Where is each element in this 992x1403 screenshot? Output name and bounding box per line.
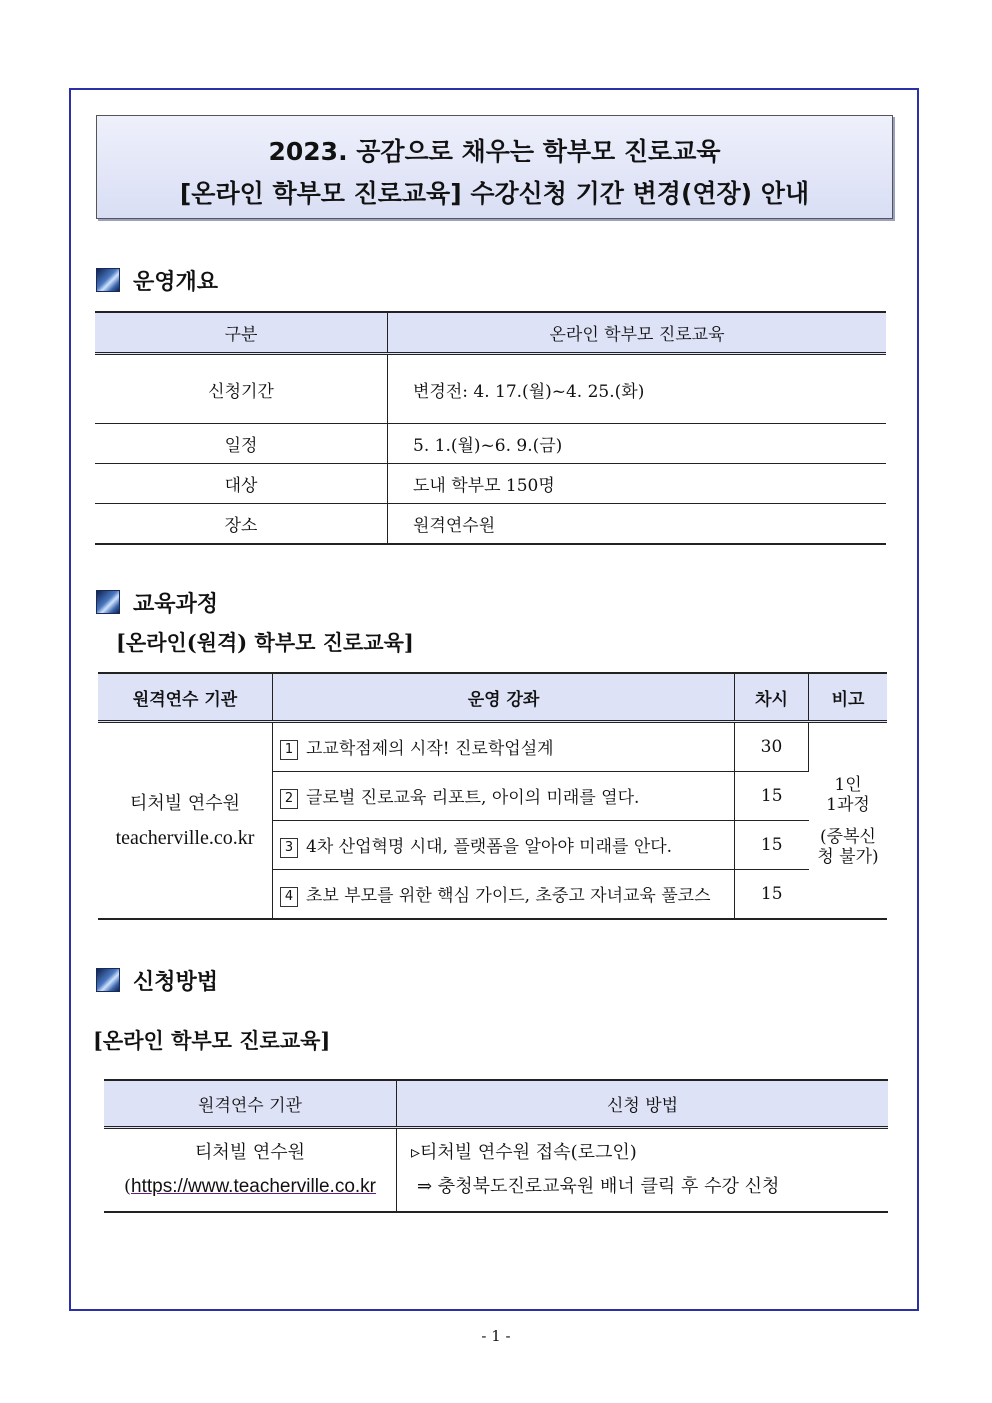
institution-cell: [98, 722, 273, 920]
sessions-cell: 30: [735, 722, 809, 772]
note-line: (중복신: [820, 826, 876, 847]
sessions-cell: 15: [735, 870, 809, 920]
course-cell: [273, 772, 735, 821]
method-step: ▹티처빌 연수원 접속(로그인): [411, 1142, 637, 1163]
table-header-row: [104, 1080, 888, 1128]
sessions-cell: 15: [735, 821, 809, 870]
curriculum-subheading: [온라인(원격) 학부모 진로교육]: [116, 630, 414, 655]
course-number: 2: [280, 789, 298, 809]
section-heading-overview: [96, 265, 218, 295]
course-number: 3: [280, 838, 298, 858]
table-row: [95, 504, 886, 545]
curriculum-table: [98, 672, 887, 920]
table-header-row: [98, 673, 887, 722]
title-line2: [온라인 학부모 진로교육] 수강신청 기간 변경(연장) 안내: [179, 179, 810, 208]
institution-link[interactable]: https://www.teacherville.co.kr: [131, 1176, 376, 1197]
institution-cell: [104, 1128, 397, 1213]
url-prefix: (: [123, 1176, 132, 1197]
row-value: 원격연수원: [388, 504, 887, 545]
application-subheading: [온라인 학부모 진로교육]: [93, 1028, 331, 1053]
title-line1: 2023. 공감으로 채우는 학부모 진로교육: [268, 137, 721, 166]
title-box: [96, 115, 893, 219]
section-heading-text: 교육과정: [133, 590, 219, 617]
header-online-education: 온라인 학부모 진로교육: [388, 312, 887, 354]
section-heading-text: 신청방법: [133, 968, 219, 995]
row-value: 도내 학부모 150명: [388, 464, 887, 504]
course-cell: [273, 722, 735, 772]
section-heading-text: 운영개요: [133, 268, 219, 295]
course-cell: [273, 821, 735, 870]
header-course: 운영 강좌: [273, 673, 735, 722]
header-method: 신청 방법: [397, 1080, 889, 1128]
course-title: 초보 부모를 위한 핵심 가이드, 초중고 자녀교육 풀코스: [306, 886, 711, 907]
table-row: [104, 1128, 888, 1213]
row-label: 신청기간: [95, 354, 388, 424]
square-bullet-icon: [96, 590, 120, 614]
table-row: [95, 464, 886, 504]
square-bullet-icon: [96, 968, 120, 992]
table-row: [98, 722, 887, 772]
institution-name: 티처빌 연수원: [129, 792, 241, 814]
header-category: 구분: [95, 312, 388, 354]
course-number: 1: [280, 740, 298, 760]
overview-table: [95, 311, 886, 545]
sessions-cell: 15: [735, 772, 809, 821]
row-value: 변경전: 4. 17.(월)~4. 25.(화): [388, 354, 887, 424]
header-institution: 원격연수 기관: [104, 1080, 397, 1128]
course-number: 4: [280, 887, 298, 907]
institution-name: 티처빌 연수원: [194, 1142, 306, 1163]
row-value: 5. 1.(월)~6. 9.(금): [388, 424, 887, 464]
header-institution: 원격연수 기관: [98, 673, 273, 722]
course-title: 4차 산업혁명 시대, 플랫폼을 알아야 미래를 안다.: [306, 837, 673, 858]
section-heading-curriculum: [96, 587, 218, 617]
method-cell: [397, 1128, 889, 1213]
institution-url-line: [105, 1170, 395, 1204]
course-title: 고교학점제의 시작! 진로학업설계: [306, 739, 554, 760]
course-cell: [273, 870, 735, 920]
row-label: 일정: [95, 424, 388, 464]
application-table: [104, 1079, 888, 1213]
note-line: 1인: [834, 774, 862, 795]
row-label: 장소: [95, 504, 388, 545]
course-title: 글로벌 진로교육 리포트, 아이의 미래를 열다.: [306, 788, 640, 809]
table-row: [95, 424, 886, 464]
square-bullet-icon: [96, 268, 120, 292]
note-line: 1과정: [826, 794, 870, 815]
header-sessions: 차시: [735, 673, 809, 722]
method-step: ⇒ 충청북도진로교육원 배너 클릭 후 수강 신청: [417, 1176, 780, 1197]
institution-url: teacherville.co.kr: [115, 826, 255, 849]
section-heading-application: [96, 965, 218, 995]
note-cell: [809, 722, 888, 920]
table-row: [95, 354, 886, 424]
table-header-row: [95, 312, 886, 354]
header-note: 비고: [809, 673, 888, 722]
row-label: 대상: [95, 464, 388, 504]
page-number: - 1 -: [481, 1327, 511, 1345]
note-line: 청 불가): [817, 846, 879, 867]
